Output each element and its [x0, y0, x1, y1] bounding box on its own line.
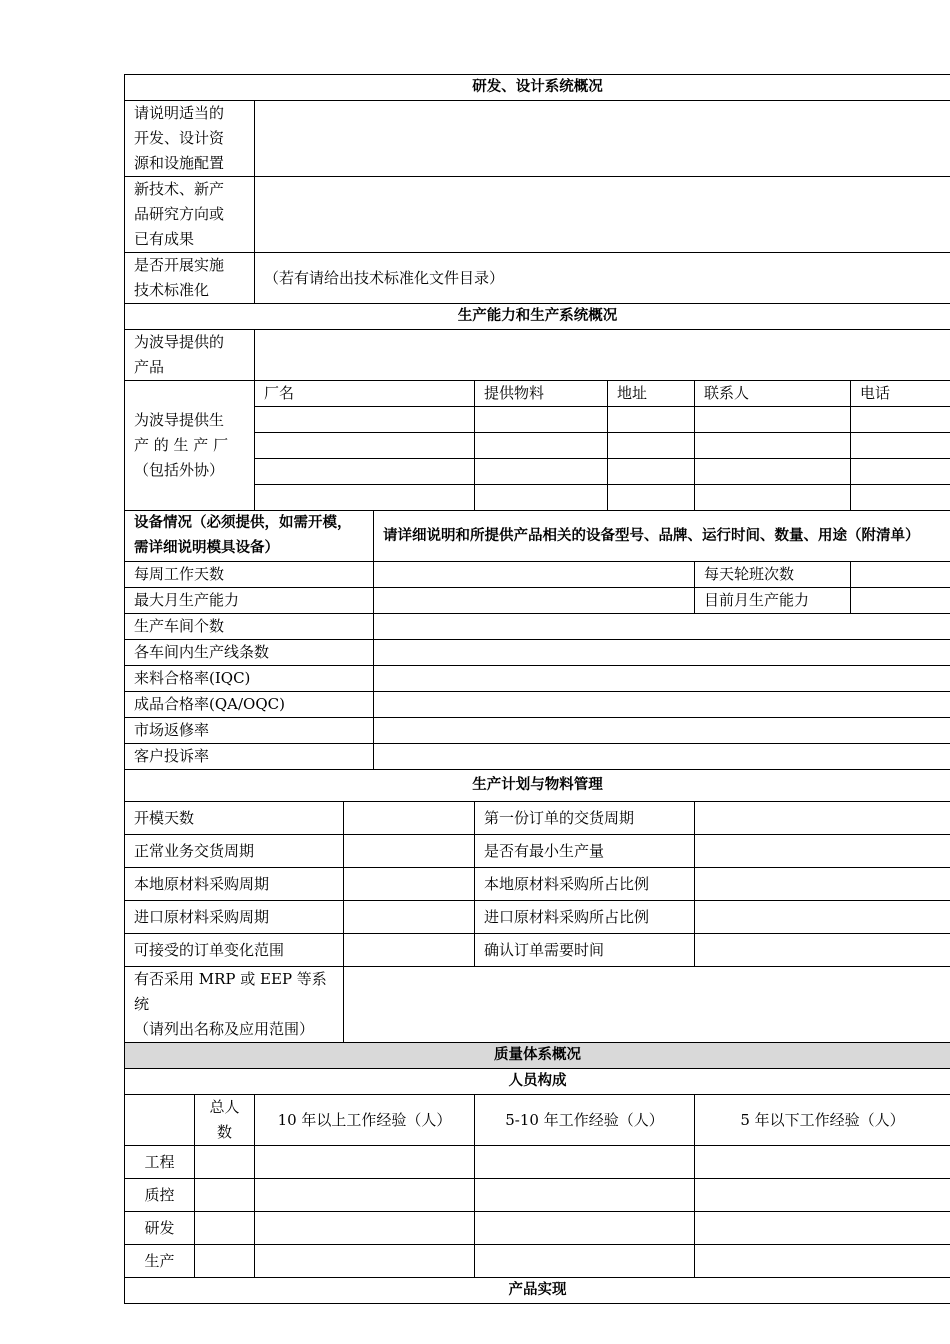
factory-cell[interactable]: [255, 459, 475, 485]
iqc-rate-input[interactable]: [374, 666, 950, 692]
factory-cell[interactable]: [695, 407, 851, 433]
staff-cell[interactable]: [255, 1212, 475, 1245]
max-capacity-input[interactable]: [374, 588, 695, 614]
factory-cell[interactable]: [475, 407, 608, 433]
rd-research-label: 新技术、新产 品研究方向或 已有成果: [125, 177, 255, 253]
product-section-title: 产品实现: [125, 1278, 950, 1304]
import-purchase-cycle-input[interactable]: [344, 901, 475, 934]
workshop-count-label: 生产车间个数: [125, 614, 374, 640]
staff-row-label: 工程: [125, 1146, 195, 1179]
staff-cell[interactable]: [195, 1146, 255, 1179]
factory-cell[interactable]: [475, 459, 608, 485]
staff-row: [125, 1146, 950, 1179]
staff-header-5to10: 5-10 年工作经验（人）: [475, 1095, 695, 1146]
staff-cell[interactable]: [255, 1245, 475, 1278]
factory-cell[interactable]: [851, 485, 950, 511]
quality-section-title: 质量体系概况: [125, 1043, 950, 1069]
import-purchase-ratio-label: 进口原材料采购所占比例: [475, 901, 695, 934]
oqc-rate-input[interactable]: [374, 692, 950, 718]
complaint-rate-label: 客户投诉率: [125, 744, 374, 770]
factory-cell[interactable]: [695, 485, 851, 511]
staff-cell[interactable]: [695, 1212, 950, 1245]
line-count-input[interactable]: [374, 640, 950, 666]
weekly-days-label: 每周工作天数: [125, 562, 374, 588]
staff-corner-cell: [125, 1095, 195, 1146]
order-confirm-time-input[interactable]: [695, 934, 950, 967]
staff-row: [125, 1212, 950, 1245]
factory-cell[interactable]: [851, 459, 950, 485]
factory-header-material: 提供物料: [475, 381, 608, 407]
staff-section-title: 人员构成: [125, 1069, 950, 1095]
factory-cell[interactable]: [695, 459, 851, 485]
factory-cell[interactable]: [608, 485, 695, 511]
rd-facilities-label: 请说明适当的 开发、设计资 源和设施配置: [125, 101, 255, 177]
staff-cell[interactable]: [195, 1179, 255, 1212]
products-label: 为波导提供的 产品: [125, 330, 255, 381]
equipment-description: 请详细说明和所提供产品相关的设备型号、品牌、运行时间、数量、用途（附清单）: [374, 511, 950, 562]
iqc-rate-label: 来料合格率(IQC): [125, 666, 374, 692]
rd-facilities-input[interactable]: [255, 101, 950, 177]
production-section-title: 生产能力和生产系统概况: [125, 304, 950, 330]
staff-header-under5: 5 年以下工作经验（人）: [695, 1095, 950, 1146]
staff-row-label: 质控: [125, 1179, 195, 1212]
staff-cell[interactable]: [475, 1179, 695, 1212]
complaint-rate-input[interactable]: [374, 744, 950, 770]
factory-cell[interactable]: [255, 407, 475, 433]
staff-row-label: 生产: [125, 1245, 195, 1278]
min-production-label: 是否有最小生产量: [475, 835, 695, 868]
factory-cell[interactable]: [608, 433, 695, 459]
import-purchase-ratio-input[interactable]: [695, 901, 950, 934]
mrp-system-label: 有否采用 MRP 或 EEP 等系统 （请列出名称及应用范围）: [125, 967, 344, 1043]
local-purchase-cycle-input[interactable]: [344, 868, 475, 901]
staff-row: [125, 1245, 950, 1278]
order-change-range-input[interactable]: [344, 934, 475, 967]
factory-cell[interactable]: [851, 433, 950, 459]
staff-cell[interactable]: [475, 1245, 695, 1278]
first-order-delivery-label: 第一份订单的交货周期: [475, 802, 695, 835]
shifts-input[interactable]: [851, 562, 950, 588]
staff-cell[interactable]: [475, 1146, 695, 1179]
staff-header-total: 总人数: [195, 1095, 255, 1146]
mold-days-input[interactable]: [344, 802, 475, 835]
first-order-delivery-input[interactable]: [695, 802, 950, 835]
workshop-count-input[interactable]: [374, 614, 950, 640]
mrp-system-input[interactable]: [344, 967, 950, 1043]
repair-rate-input[interactable]: [374, 718, 950, 744]
factory-cell[interactable]: [608, 459, 695, 485]
current-capacity-input[interactable]: [851, 588, 950, 614]
staff-row-label: 研发: [125, 1212, 195, 1245]
order-change-range-label: 可接受的订单变化范围: [125, 934, 344, 967]
rd-research-input[interactable]: [255, 177, 950, 253]
staff-cell[interactable]: [195, 1245, 255, 1278]
factory-label: 为波导提供生 产 的 生 产 厂 （包括外协）: [125, 381, 255, 511]
products-input[interactable]: [255, 330, 950, 381]
max-capacity-label: 最大月生产能力: [125, 588, 374, 614]
staff-cell[interactable]: [695, 1146, 950, 1179]
form-page: [124, 74, 920, 1304]
rd-section-title: 研发、设计系统概况: [125, 75, 950, 101]
local-purchase-ratio-label: 本地原材料采购所占比例: [475, 868, 695, 901]
staff-cell[interactable]: [255, 1179, 475, 1212]
equipment-label: 设备情况（必须提供，如需开模，需详细说明模具设备）: [125, 511, 374, 562]
staff-cell[interactable]: [695, 1245, 950, 1278]
factory-header-address: 地址: [608, 381, 695, 407]
repair-rate-label: 市场返修率: [125, 718, 374, 744]
factory-header-name: 厂名: [255, 381, 475, 407]
staff-cell[interactable]: [195, 1212, 255, 1245]
weekly-days-input[interactable]: [374, 562, 695, 588]
staff-cell[interactable]: [695, 1179, 950, 1212]
order-confirm-time-label: 确认订单需要时间: [475, 934, 695, 967]
current-capacity-label: 目前月生产能力: [695, 588, 851, 614]
local-purchase-cycle-label: 本地原材料采购周期: [125, 868, 344, 901]
factory-cell[interactable]: [851, 407, 950, 433]
normal-delivery-label: 正常业务交货周期: [125, 835, 344, 868]
staff-cell[interactable]: [475, 1212, 695, 1245]
survey-table: [124, 74, 950, 1304]
factory-cell[interactable]: [255, 485, 475, 511]
factory-cell[interactable]: [608, 407, 695, 433]
factory-header-contact: 联系人: [695, 381, 851, 407]
mold-days-label: 开模天数: [125, 802, 344, 835]
oqc-rate-label: 成品合格率(QA/OQC): [125, 692, 374, 718]
rd-standardization-input[interactable]: （若有请给出技术标准化文件目录）: [255, 253, 950, 304]
line-count-label: 各车间内生产线条数: [125, 640, 374, 666]
staff-cell[interactable]: [255, 1146, 475, 1179]
staff-header-10plus: 10 年以上工作经验（人）: [255, 1095, 475, 1146]
factory-header-phone: 电话: [851, 381, 950, 407]
factory-cell[interactable]: [475, 433, 608, 459]
factory-cell[interactable]: [255, 433, 475, 459]
local-purchase-ratio-input[interactable]: [695, 868, 950, 901]
rd-standardization-label: 是否开展实施 技术标准化: [125, 253, 255, 304]
planning-section-title: 生产计划与物料管理: [125, 770, 950, 802]
import-purchase-cycle-label: 进口原材料采购周期: [125, 901, 344, 934]
factory-cell[interactable]: [695, 433, 851, 459]
staff-row: [125, 1179, 950, 1212]
min-production-input[interactable]: [695, 835, 950, 868]
normal-delivery-input[interactable]: [344, 835, 475, 868]
factory-cell[interactable]: [475, 485, 608, 511]
shifts-label: 每天轮班次数: [695, 562, 851, 588]
